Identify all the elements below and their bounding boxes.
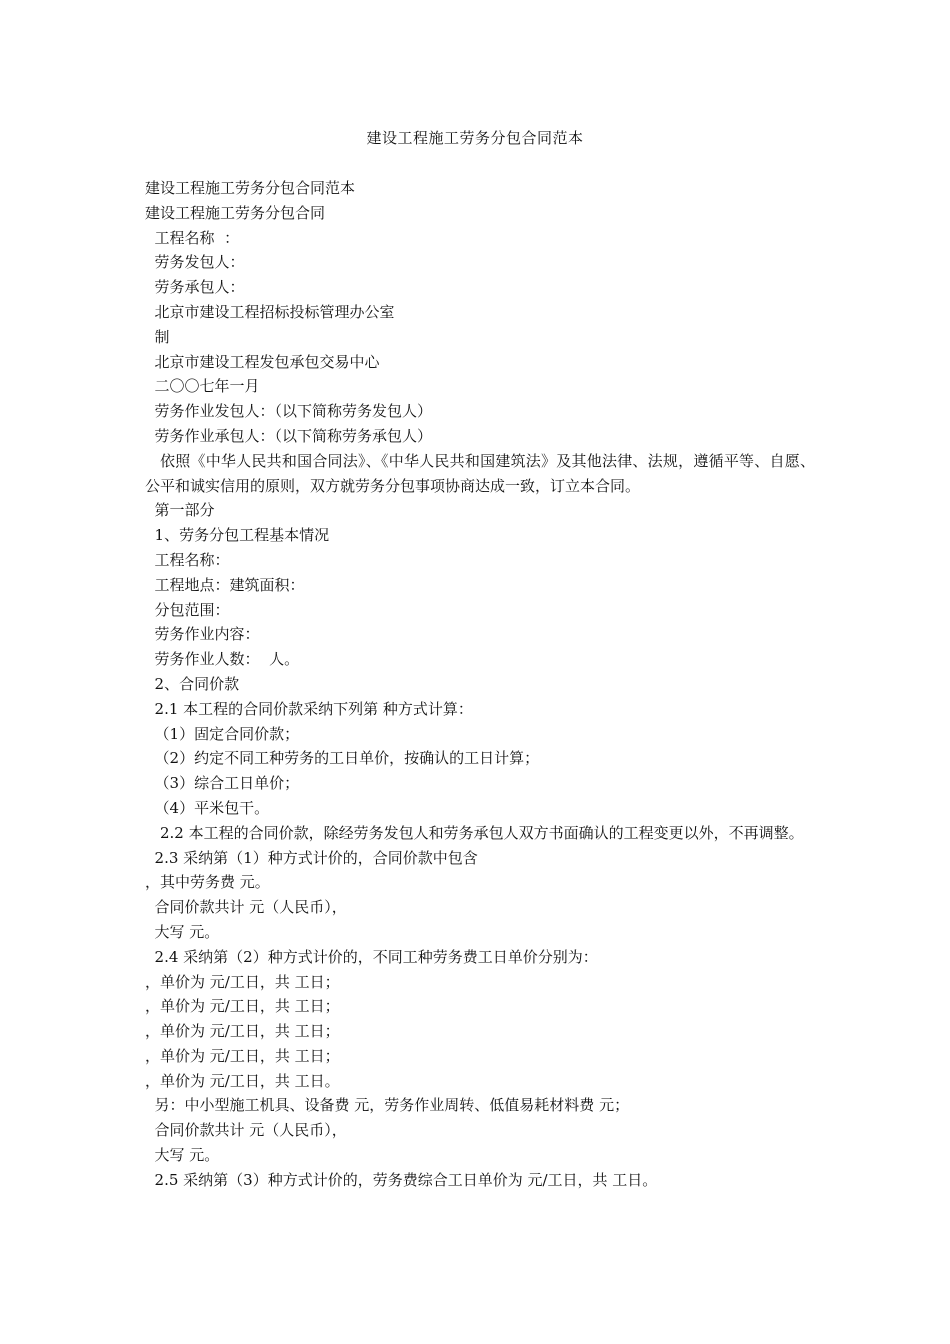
text-line: 北京市建设工程招标投标管理办公室 xyxy=(145,302,395,321)
text-line: ，单价为 元/工日，共 工日； xyxy=(145,1046,340,1065)
text-line: （1）固定合同价款； xyxy=(145,724,300,743)
text-line: 工程地点：建筑面积： xyxy=(145,575,305,594)
text-line: ，单价为 元/工日，共 工日。 xyxy=(145,1071,340,1090)
text-line: 大写 元。 xyxy=(145,1146,220,1165)
text-line: 1、劳务分包工程基本情况 xyxy=(145,526,330,545)
text-line: 工程名称： xyxy=(145,550,230,569)
text-line: 劳务承包人： xyxy=(145,278,245,297)
text-line: 二〇〇七年一月 xyxy=(145,377,260,396)
text-line: 制 xyxy=(145,327,170,346)
text-line: （4）平米包干。 xyxy=(145,798,270,817)
text-line: 第一部分 xyxy=(145,501,215,520)
text-line: 工程名称 ： xyxy=(145,228,240,247)
document-title: 建设工程施工劳务分包合同范本 xyxy=(366,129,584,147)
text-line: ，单价为 元/工日，共 工日； xyxy=(145,1022,340,1041)
text-line: 分包范围： xyxy=(145,600,230,619)
text-line: 劳务发包人： xyxy=(145,253,245,272)
paragraph-clause-2-2: 2.2 本工程的合同价款，除经劳务发包人和劳务承包人双方书面确认的工程变更以外，不再调整。 xyxy=(160,823,804,842)
text-line: 劳务作业人数： 人。 xyxy=(145,650,300,669)
text-line: 2.4 采纳第（2）种方式计价的，不同工种劳务费工日单价分别为： xyxy=(145,947,598,966)
text-line: 建设工程施工劳务分包合同范本 xyxy=(145,179,356,197)
text-line: 劳务作业发包人：（以下简称劳务发包人） xyxy=(145,402,433,421)
text-line: 劳务作业承包人：（以下简称劳务承包人） xyxy=(145,426,433,445)
paragraph-preamble: 依照《中华人民共和国合同法》、《中华人民共和国建筑法》及其他法律、法规，遵循平等、自愿、公平和诚实信用的原则，双方就劳务分包事项协商达成一致，订立本合同。 xyxy=(145,451,815,495)
text-line: 合同价款共计 元（人民币）， xyxy=(145,898,347,917)
text-line: ，单价为 元/工日，共 工日； xyxy=(145,972,340,991)
text-line: 2、合同价款 xyxy=(145,674,240,693)
text-line: 2.5 采纳第（3）种方式计价的，劳务费综合工日单价为 元/工日，共 工日。 xyxy=(145,1170,658,1189)
text-line: 2.1 本工程的合同价款采纳下列第 种方式计算： xyxy=(145,699,473,718)
text-line: （3）综合工日单价； xyxy=(145,774,300,793)
text-line: 另：中小型施工机具、设备费 元，劳务作业周转、低值易耗材料费 元； xyxy=(145,1096,630,1115)
document-body xyxy=(145,176,815,1193)
text-line: 2.3 采纳第（1）种方式计价的，合同价款中包含 xyxy=(145,848,478,867)
text-line: 合同价款共计 元（人民币）， xyxy=(145,1121,347,1140)
text-line: （2）约定不同工种劳务的工日单价，按确认的工日计算； xyxy=(145,749,540,768)
text-line: 北京市建设工程发包承包交易中心 xyxy=(145,352,380,371)
text-line: ，其中劳务费 元。 xyxy=(145,873,270,892)
text-line: 劳务作业内容： xyxy=(145,625,260,644)
text-line: ，单价为 元/工日，共 工日； xyxy=(145,997,340,1016)
text-line: 大写 元。 xyxy=(145,922,220,941)
text-line: 建设工程施工劳务分包合同 xyxy=(145,203,326,222)
